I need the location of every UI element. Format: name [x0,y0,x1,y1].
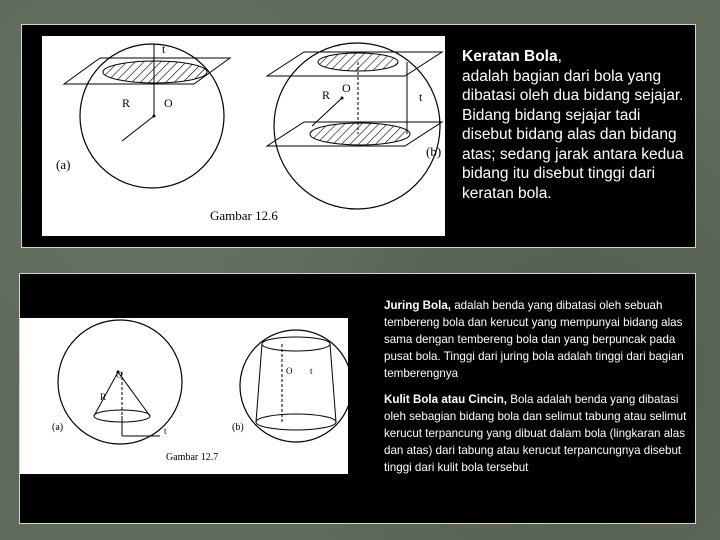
juring-term: Juring Bola, [384,299,451,312]
figure-keratan-bola [42,36,445,236]
keratan-bola-title: Keratan Bola [462,48,558,65]
label-R-juring: R [100,392,107,402]
kulit-description: Bola adalah benda yang dibatasi oleh sebagian bidang bola dan selimut tabung atau selimut kerucut terpancung yang dibuat dalam bola (lingkaran alas dan atas) dari tabung atau kerucut terpancungnya disebut tinggi dari kulit bola tersebut [384,393,687,474]
juring-paragraph [384,297,690,382]
top-slide-panel [21,24,696,248]
keratan-bola-text [462,47,692,203]
label-t-b: t [419,90,423,104]
figure-juring-bola [20,318,348,474]
bottom-slide-panel [19,273,696,524]
sphere-a [64,44,230,188]
juring-description: adalah benda yang dibatasi oleh sebuah tembereng bola dan kerucut yang mempunyai bidang alas sama dengan tembereng bola dan yang berpuncak pada pusat bola. Tinggi dari juring bola adalah tinggi dari bagian temberengnya [384,299,684,380]
title-comma: , [557,48,562,65]
sphere-b [267,43,442,209]
label-a-juring: (a) [52,422,64,433]
keratan-bola-diagram [42,36,445,236]
kulit-paragraph [384,391,690,476]
label-t-juring: t [164,426,167,436]
label-b-juring: (b) [232,422,244,433]
label-t-ring: t [310,366,313,376]
figure-caption-12-7: Gambar 12.7 [166,452,219,463]
label-O-ring: O [286,366,293,376]
kulit-term: Kulit Bola atau Cincin, [384,393,508,406]
juring-kulit-text [384,297,690,485]
label-a: (a) [56,157,71,172]
label-O-juring: O [116,370,123,380]
label-O-b: O [342,81,351,95]
label-R-b: R [322,88,331,102]
keratan-bola-description: adalah bagian dari bola yang dibatasi oleh dua bidang sejajar. Bidang bidang sejajar tadi disebut bidang alas dan bidang atas; sedang jarak antara kedua bidang itu disebut tinggi dari keratan bola. [462,67,684,202]
label-b: (b) [426,144,442,159]
ring-b [240,330,348,442]
label-R-a: R [122,96,131,110]
juring-bola-diagram [20,318,348,474]
figure-caption-12-6: Gambar 12.6 [210,208,278,223]
label-O-a: O [164,96,173,110]
label-t-a: t [162,42,166,56]
